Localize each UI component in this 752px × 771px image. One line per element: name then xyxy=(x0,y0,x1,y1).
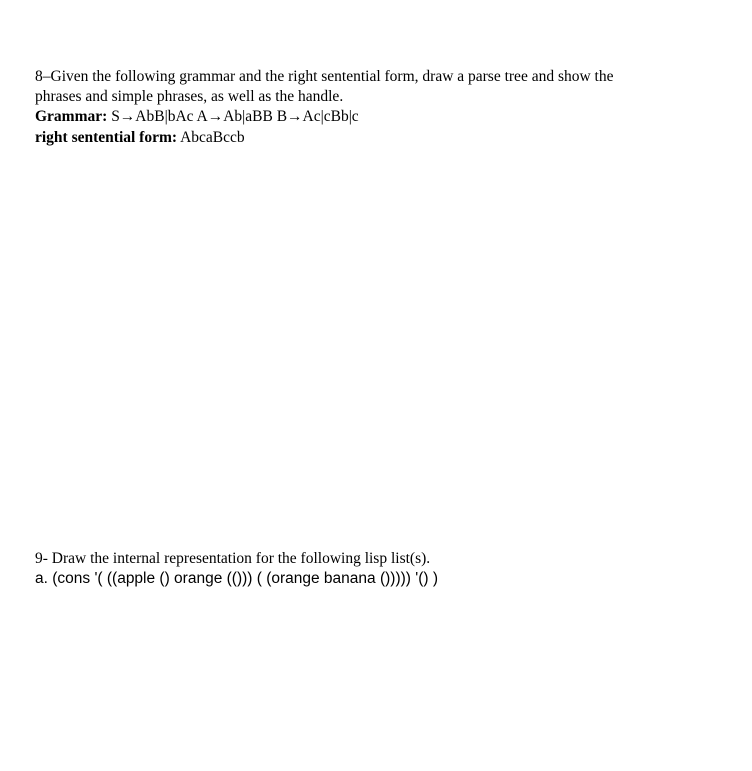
question-8-text-line-2: phrases and simple phrases, as well as the handle. xyxy=(35,88,344,105)
grammar-label: Grammar: xyxy=(35,108,108,125)
question-8-grammar xyxy=(35,107,359,127)
question-8-sentential-form xyxy=(35,128,245,148)
sentential-form-value: AbcaBccb xyxy=(177,129,245,146)
question-9-lisp-list: a. (cons '( ((apple () orange (())) ( (orange banana ())))) '() ) xyxy=(35,570,438,587)
question-8-text-line-1: 8–Given the following grammar and the right sentential form, draw a parse tree and show the xyxy=(35,68,614,85)
question-9-text: 9- Draw the internal representation for the following lisp list(s). xyxy=(35,550,431,567)
sentential-form-label: right sentential form: xyxy=(35,129,178,146)
grammar-rules: S→AbB|bAc A→Ab|aBB B→Ac|cBb|c xyxy=(107,108,359,125)
